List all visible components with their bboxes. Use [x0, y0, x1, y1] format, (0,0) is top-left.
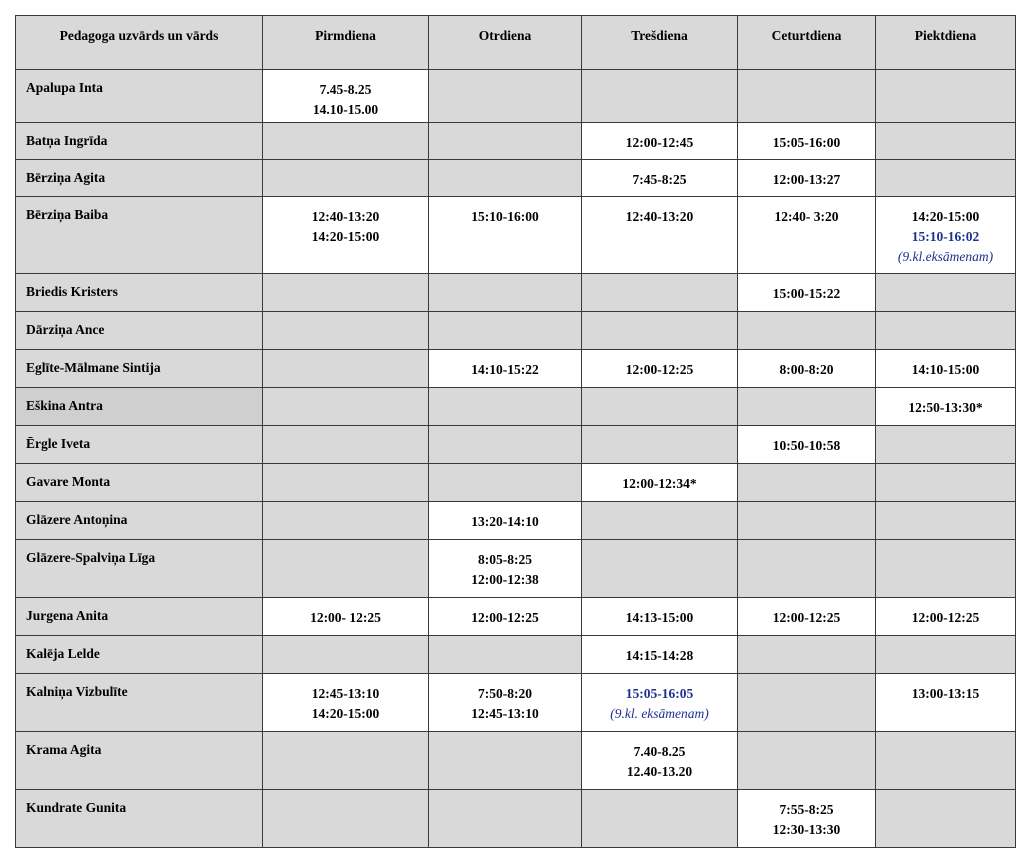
table-row	[16, 598, 1016, 636]
time-cell	[876, 464, 1016, 502]
schedule-table	[15, 15, 1016, 848]
time-cell	[876, 197, 1016, 274]
time-slot: 14:15-14:28	[625, 648, 694, 663]
time-cell	[429, 160, 582, 197]
header-wednesday: Trešdiena	[582, 16, 738, 70]
time-cell	[582, 197, 738, 274]
time-cell	[429, 732, 582, 790]
teacher-name: Jurgena Anita	[16, 598, 263, 636]
time-cell	[738, 636, 876, 674]
time-cell	[263, 540, 429, 598]
time-cell	[876, 350, 1016, 388]
time-cell	[582, 540, 738, 598]
table-row	[16, 388, 1016, 426]
time-cell	[263, 274, 429, 312]
time-cell	[582, 274, 738, 312]
time-cell	[738, 160, 876, 197]
time-cell	[263, 70, 429, 123]
time-slot: 7:55-8:25	[779, 802, 834, 817]
time-cell	[876, 123, 1016, 160]
time-cell	[876, 426, 1016, 464]
time-cell	[263, 598, 429, 636]
time-slot: 12:40-13:20	[625, 209, 694, 224]
table-row	[16, 540, 1016, 598]
teacher-name: Kundrate Gunita	[16, 790, 263, 848]
time-slot: 15:10-16:00	[471, 209, 539, 224]
time-cell	[582, 636, 738, 674]
time-cell	[738, 540, 876, 598]
time-slot: 14:10-15:22	[471, 362, 539, 377]
time-cell	[738, 70, 876, 123]
time-slot: 14:20-15:00	[311, 229, 380, 244]
time-slot: 12:00-12:34*	[622, 476, 697, 491]
time-cell	[263, 350, 429, 388]
header-tuesday: Otrdiena	[429, 16, 582, 70]
time-cell	[429, 464, 582, 502]
time-cell	[876, 312, 1016, 350]
time-cell	[582, 732, 738, 790]
time-slot: 12:40- 3:20	[774, 209, 839, 224]
time-cell	[429, 790, 582, 848]
time-cell	[582, 123, 738, 160]
time-cell	[738, 674, 876, 732]
time-cell	[876, 274, 1016, 312]
table-row	[16, 426, 1016, 464]
time-slot: 8:05-8:25	[478, 552, 532, 567]
teacher-name: Glāzere-Spalviņa Līga	[16, 540, 263, 598]
time-cell	[738, 312, 876, 350]
time-cell	[429, 197, 582, 274]
table-row	[16, 464, 1016, 502]
time-cell	[876, 540, 1016, 598]
time-cell	[582, 350, 738, 388]
time-cell	[876, 732, 1016, 790]
time-cell	[582, 426, 738, 464]
time-cell	[876, 790, 1016, 848]
time-cell	[263, 790, 429, 848]
exam-time-slot: 15:10-16:02	[911, 229, 980, 244]
teacher-name: Kalniņa Vizbulīte	[16, 674, 263, 732]
time-cell	[738, 464, 876, 502]
time-cell	[738, 350, 876, 388]
time-cell	[263, 388, 429, 426]
time-cell	[738, 274, 876, 312]
time-slot: 12:00-12:45	[625, 135, 694, 150]
time-slot: 13:20-14:10	[471, 514, 539, 529]
table-row	[16, 790, 1016, 848]
time-slot: 12:00-13:27	[772, 172, 841, 187]
time-slot: 7:50-8:20	[478, 686, 532, 701]
table-row	[16, 732, 1016, 790]
time-cell	[263, 426, 429, 464]
table-row	[16, 312, 1016, 350]
time-cell	[263, 732, 429, 790]
time-cell	[876, 70, 1016, 123]
time-slot: 12:45-13:10	[471, 706, 539, 721]
time-cell	[582, 674, 738, 732]
table-row	[16, 197, 1016, 274]
time-cell	[876, 598, 1016, 636]
time-cell	[429, 426, 582, 464]
time-cell	[263, 123, 429, 160]
time-cell	[876, 502, 1016, 540]
time-cell	[582, 502, 738, 540]
teacher-name: Krama Agita	[16, 732, 263, 790]
time-cell	[876, 674, 1016, 732]
time-cell	[429, 123, 582, 160]
teacher-name: Apalupa Inta	[16, 70, 263, 123]
header-monday: Pirmdiena	[263, 16, 429, 70]
time-slot: 12:30-13:30	[772, 822, 841, 837]
time-slot: 10:50-10:58	[772, 438, 841, 453]
time-cell	[263, 312, 429, 350]
table-row	[16, 636, 1016, 674]
time-slot: 12:00-12:25	[772, 610, 841, 625]
teacher-name: Dārziņa Ance	[16, 312, 263, 350]
time-cell	[582, 388, 738, 426]
time-cell	[582, 790, 738, 848]
header-teacher: Pedagoga uzvārds un vārds	[16, 16, 263, 70]
teacher-name: Briedis Kristers	[16, 274, 263, 312]
exam-note: (9.kl. eksāmenam)	[610, 706, 709, 721]
teacher-name: Bērziņa Baiba	[16, 197, 263, 274]
teacher-name: Ērgle Iveta	[16, 426, 263, 464]
header-row	[16, 16, 1016, 70]
teacher-name: Eškina Antra	[16, 388, 263, 426]
time-slot: 8:00-8:20	[779, 362, 834, 377]
time-cell	[582, 464, 738, 502]
time-cell	[876, 388, 1016, 426]
exam-time-slot: 15:05-16:05	[625, 686, 694, 701]
time-cell	[738, 123, 876, 160]
time-slot: 14.10-15.00	[312, 102, 379, 117]
time-cell	[429, 540, 582, 598]
time-cell	[429, 388, 582, 426]
time-slot: 12:00- 12:25	[310, 610, 381, 625]
time-slot: 14:20-15:00	[911, 209, 980, 224]
time-cell	[429, 350, 582, 388]
time-cell	[582, 70, 738, 123]
header-friday: Piektdiena	[876, 16, 1016, 70]
time-cell	[263, 636, 429, 674]
time-cell	[429, 598, 582, 636]
time-cell	[429, 502, 582, 540]
time-cell	[429, 636, 582, 674]
time-cell	[738, 197, 876, 274]
time-cell	[738, 502, 876, 540]
time-cell	[429, 674, 582, 732]
time-cell	[738, 426, 876, 464]
time-slot: 15:00-15:22	[772, 286, 841, 301]
header-thursday: Ceturtdiena	[738, 16, 876, 70]
table-row	[16, 674, 1016, 732]
time-cell	[738, 598, 876, 636]
time-cell	[876, 636, 1016, 674]
time-slot: 7.40-8.25	[633, 744, 686, 759]
time-cell	[738, 732, 876, 790]
time-cell	[582, 160, 738, 197]
time-cell	[738, 790, 876, 848]
time-slot: 7:45-8:25	[632, 172, 687, 187]
time-slot: 12:45-13:10	[311, 686, 380, 701]
table-row	[16, 160, 1016, 197]
time-slot: 12:00-12:25	[471, 610, 539, 625]
time-slot: 14:13-15:00	[625, 610, 694, 625]
teacher-name: Kalēja Lelde	[16, 636, 263, 674]
time-cell	[263, 464, 429, 502]
time-slot: 7.45-8.25	[319, 82, 372, 97]
time-slot: 12.40-13.20	[626, 764, 693, 779]
table-row	[16, 123, 1016, 160]
time-cell	[429, 274, 582, 312]
time-slot: 14:10-15:00	[911, 362, 980, 377]
time-cell	[738, 388, 876, 426]
exam-note: (9.kl.eksāmenam)	[897, 249, 994, 264]
table-row	[16, 502, 1016, 540]
time-slot: 12:50-13:30*	[908, 400, 983, 415]
teacher-name: Gavare Monta	[16, 464, 263, 502]
time-cell	[582, 312, 738, 350]
time-cell	[429, 70, 582, 123]
teacher-name: Eglīte-Mālmane Sintija	[16, 350, 263, 388]
time-cell	[582, 598, 738, 636]
time-slot: 12:00-12:25	[911, 610, 980, 625]
time-cell	[263, 197, 429, 274]
teacher-name: Glāzere Antoņina	[16, 502, 263, 540]
time-slot: 14:20-15:00	[311, 706, 380, 721]
table-row	[16, 274, 1016, 312]
teacher-name: Bērziņa Agita	[16, 160, 263, 197]
time-slot: 12:40-13:20	[311, 209, 380, 224]
teacher-name: Batņa Ingrīda	[16, 123, 263, 160]
table-row	[16, 350, 1016, 388]
time-cell	[263, 502, 429, 540]
time-slot: 12:00-12:25	[625, 362, 694, 377]
time-slot: 13:00-13:15	[911, 686, 980, 701]
table-row	[16, 70, 1016, 123]
time-cell	[263, 160, 429, 197]
time-cell	[876, 160, 1016, 197]
time-cell	[263, 674, 429, 732]
time-slot: 12:00-12:38	[471, 572, 539, 587]
time-cell	[429, 312, 582, 350]
time-slot: 15:05-16:00	[772, 135, 841, 150]
